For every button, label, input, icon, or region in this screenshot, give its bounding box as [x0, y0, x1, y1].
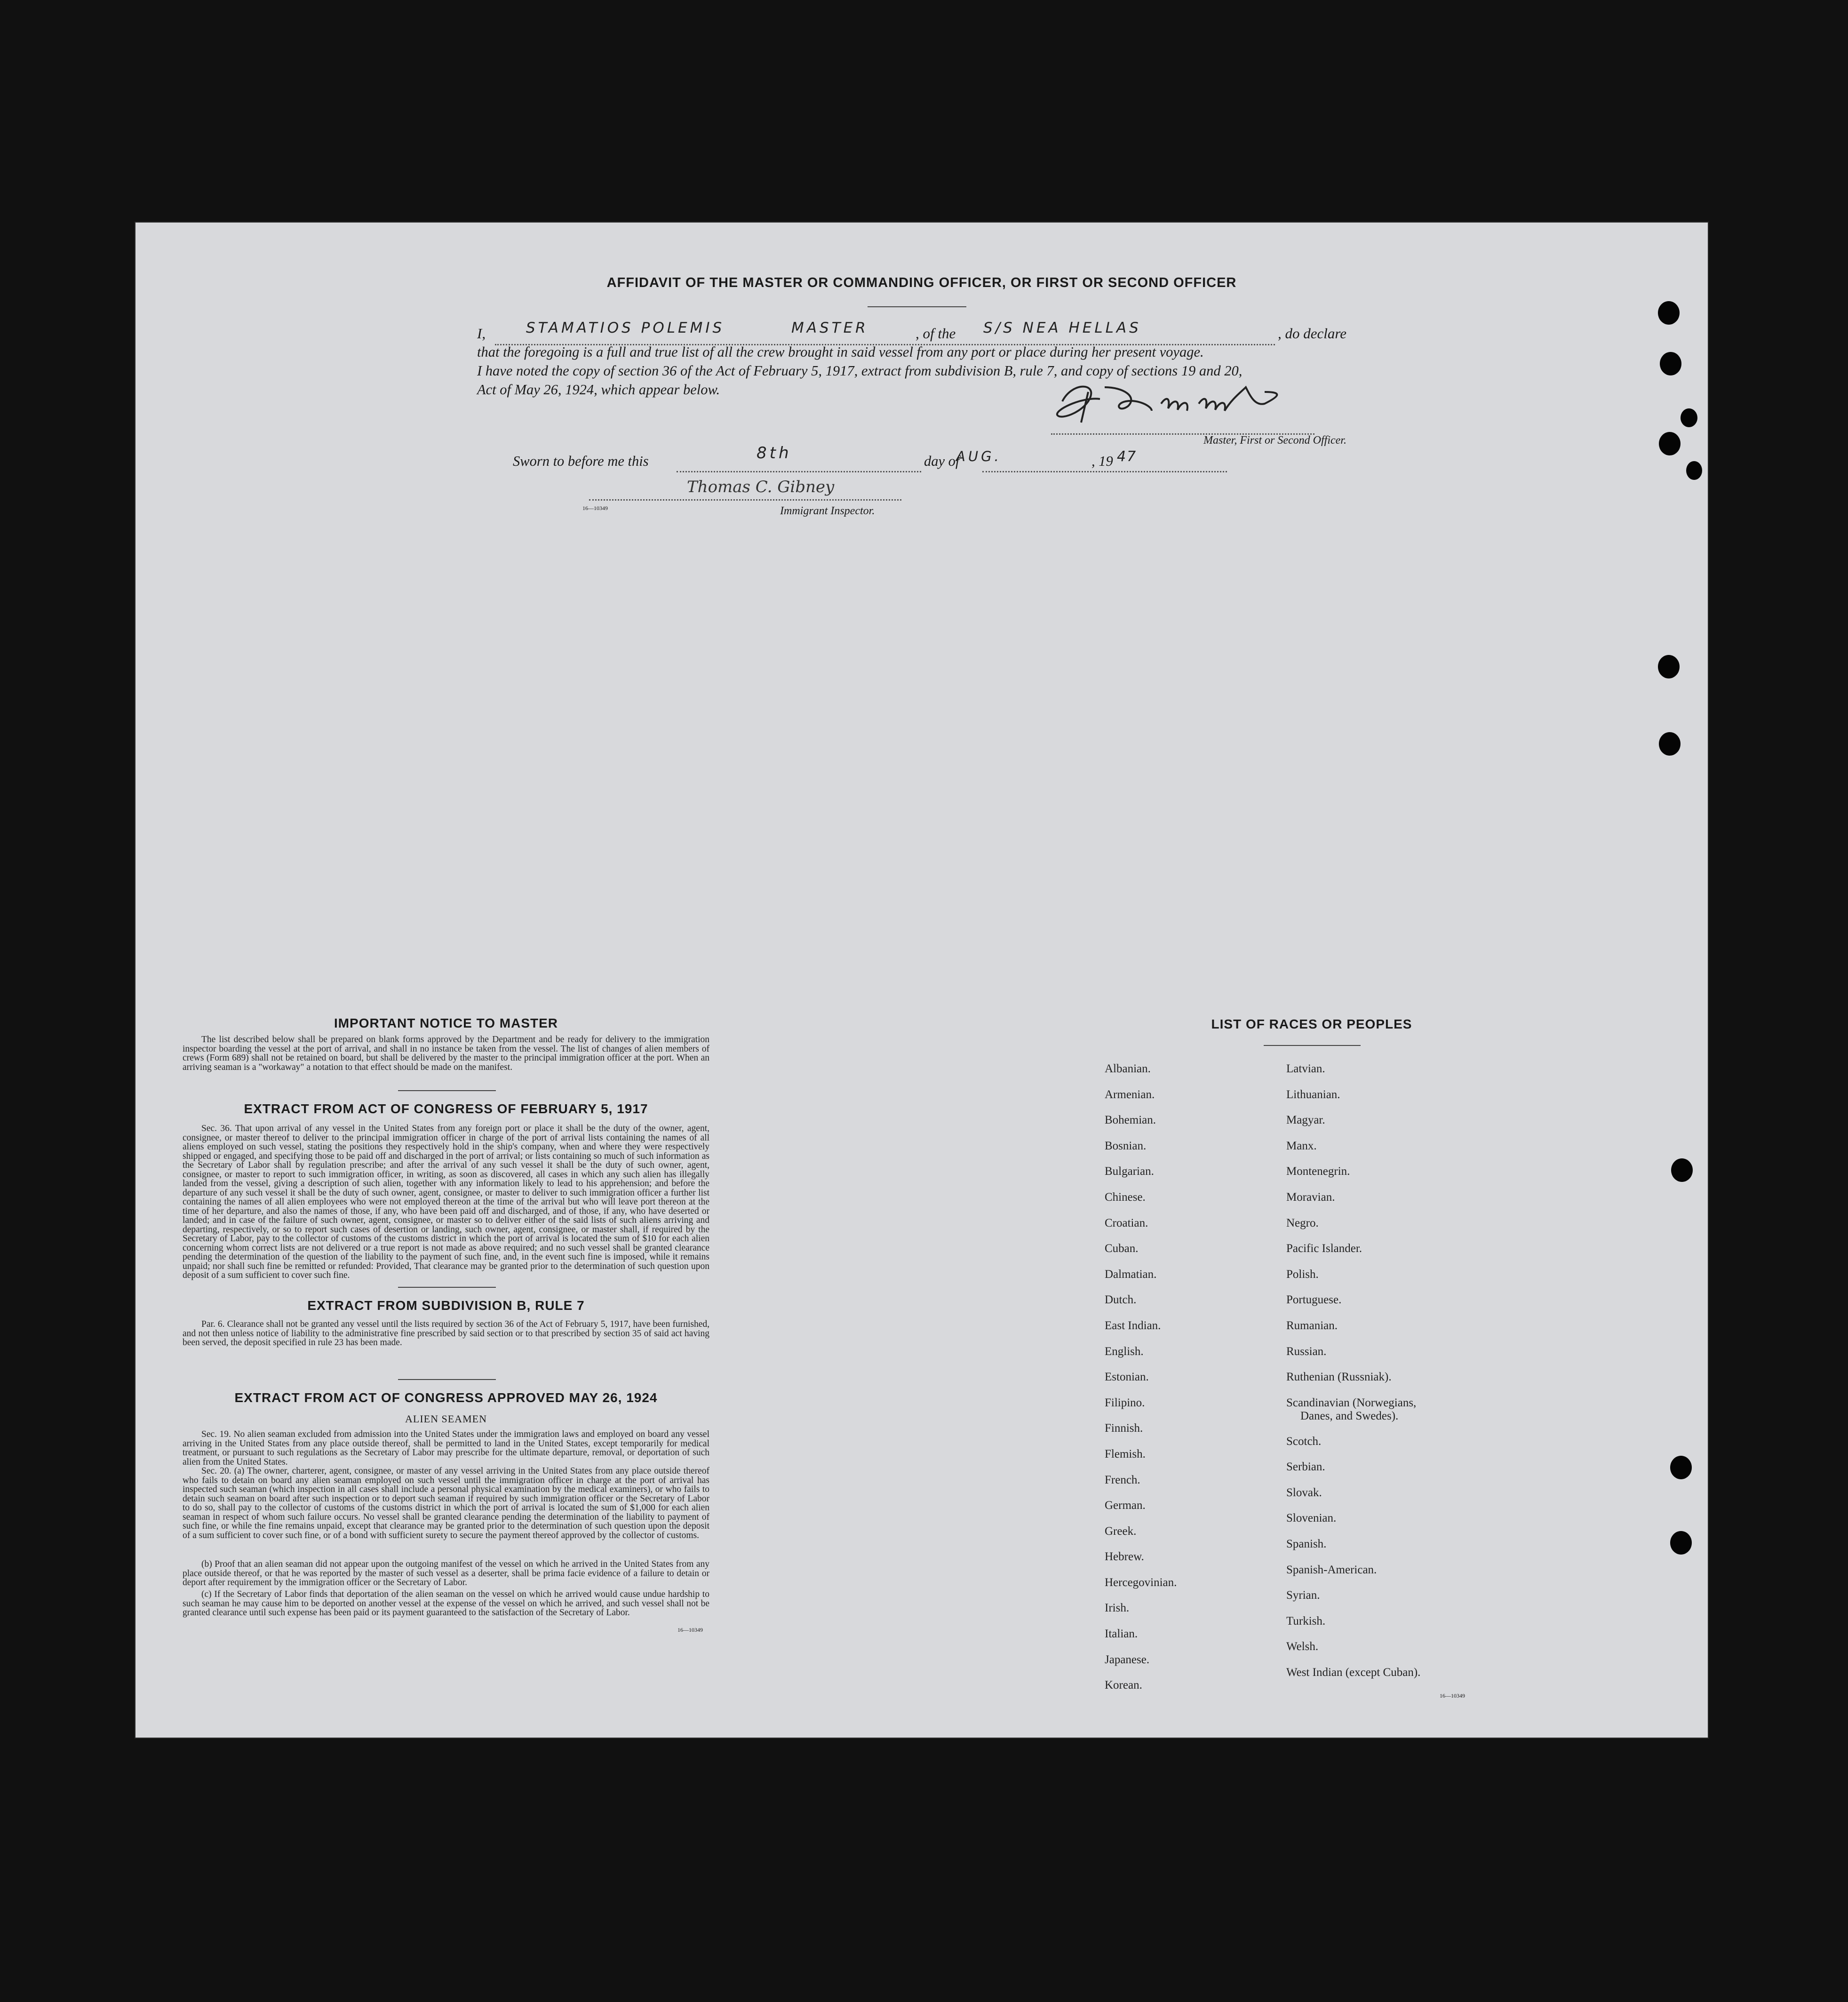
divider: [1264, 1045, 1361, 1046]
race-item: Bosnian.: [1105, 1139, 1147, 1152]
race-item: Bohemian.: [1105, 1114, 1156, 1127]
inspector-caption: Immigrant Inspector.: [780, 505, 875, 517]
sworn-day: 8th: [757, 444, 792, 463]
race-item: Danes, and Swedes).: [1300, 1409, 1399, 1422]
race-item: Slovenian.: [1286, 1512, 1337, 1525]
race-item: Spanish-American.: [1286, 1563, 1377, 1576]
punch-hole: [1659, 432, 1681, 455]
form-number-affidavit: 16—10349: [582, 505, 608, 511]
race-item: Pacific Islander.: [1286, 1242, 1362, 1255]
declare-label: , do declare: [1276, 325, 1346, 342]
race-item: Ruthenian (Russniak).: [1286, 1371, 1392, 1384]
affidavit-line-4: Act of May 26, 1924, which appear below.: [477, 382, 720, 398]
race-item: Welsh.: [1286, 1640, 1319, 1653]
signature-caption: Master, First or Second Officer.: [1203, 434, 1346, 447]
race-item: Portuguese.: [1286, 1293, 1342, 1307]
of-the-label: , of the: [913, 325, 958, 342]
punch-hole: [1659, 732, 1681, 756]
document-sheet: [135, 223, 1708, 1738]
race-item: West Indian (except Cuban).: [1286, 1666, 1421, 1679]
month-line: [982, 471, 1227, 472]
race-item: Cuban.: [1105, 1242, 1139, 1255]
sworn-month: AUG.: [956, 448, 1002, 464]
race-item: Korean.: [1105, 1679, 1142, 1692]
extract-rule7-title: EXTRACT FROM SUBDIVISION B, RULE 7: [307, 1298, 585, 1313]
race-item: Hebrew.: [1105, 1550, 1144, 1563]
race-item: Japanese.: [1105, 1653, 1150, 1666]
notice-title: IMPORTANT NOTICE TO MASTER: [334, 1016, 558, 1030]
race-item: Moravian.: [1286, 1190, 1335, 1204]
affidavit-line-3: I have noted the copy of section 36 of the Act of February 5, 1917, extract from subdivision B, rule 7, and copy of sections 19 and 20,: [477, 363, 1243, 379]
year-prefix: , 19: [1091, 453, 1113, 469]
punch-hole: [1658, 301, 1680, 325]
extract-1917-title: EXTRACT FROM ACT OF CONGRESS OF FEBRUARY 5, 1917: [244, 1101, 648, 1116]
race-item: Magyar.: [1286, 1114, 1325, 1127]
race-item-multiline: [1286, 1390, 1512, 1429]
race-item: Polish.: [1286, 1268, 1319, 1281]
race-item: Slovak.: [1286, 1486, 1322, 1499]
punch-hole: [1660, 352, 1681, 375]
race-item: Italian.: [1105, 1627, 1138, 1641]
punch-hole: [1658, 655, 1680, 678]
race-item: German.: [1105, 1499, 1146, 1512]
extract-rule7-text: Par. 6. Clearance shall not be granted any vessel until the lists required by section 36 of the Act of February 5, 1917, have been furnished, and not then unless notice of liability to the administrative fine prescribed by said section or to that prescribed by section 35 of said act having been served, the deposit specified in rule 23 has been made.: [183, 1319, 709, 1348]
divider: [398, 1287, 496, 1288]
affidavit-line-2: that the foregoing is a full and true list of all the crew brought in said vessel from any port or place during her present voyage.: [477, 344, 1204, 360]
day-line: [677, 471, 921, 472]
extract-1924-title: EXTRACT FROM ACT OF CONGRESS APPROVED MAY 26, 1924: [234, 1390, 658, 1405]
race-item: Finnish.: [1105, 1422, 1143, 1435]
master-name: STAMATIOS POLEMIS: [526, 319, 725, 336]
races-title: LIST OF RACES OR PEOPLES: [1211, 1017, 1412, 1031]
punch-hole: [1686, 461, 1702, 480]
race-item: Chinese.: [1105, 1190, 1146, 1204]
sec-20c-text: (c) If the Secretary of Labor finds that deportation of the alien seaman on the vessel on which he arrived would cause undue hardship to such seaman he may cause him to be deported on another vessel at the expense of the vessel on which he arrived, and such vessel shall not be granted clearance until such expense has been paid or its payment guaranteed to the satisfaction of the Secretary of Labor.: [183, 1589, 709, 1618]
race-item: Dutch.: [1105, 1293, 1137, 1307]
race-item: East Indian.: [1105, 1319, 1161, 1332]
race-item: Manx.: [1286, 1139, 1317, 1152]
race-item: Dalmatian.: [1105, 1268, 1157, 1281]
race-item: Greek.: [1105, 1524, 1137, 1538]
inspector-signature: Thomas C. Gibney: [687, 478, 835, 496]
punch-hole: [1681, 408, 1697, 427]
form-number-extract: 16—10349: [677, 1627, 703, 1633]
vessel-name: S/S NEA HELLAS: [983, 319, 1141, 336]
race-item: Irish.: [1105, 1602, 1130, 1615]
race-item: Estonian.: [1105, 1371, 1149, 1384]
day-of-label: day of: [924, 453, 960, 469]
divider: [868, 306, 966, 307]
race-item: English.: [1105, 1345, 1144, 1358]
divider: [398, 1090, 496, 1091]
race-item: Scotch.: [1286, 1435, 1322, 1448]
punch-hole: [1670, 1456, 1692, 1479]
i-label: I,: [477, 325, 486, 342]
race-item: Rumanian.: [1286, 1319, 1338, 1332]
race-item: Turkish.: [1286, 1614, 1326, 1627]
race-item: Scandinavian (Norwegians,: [1286, 1396, 1417, 1409]
sec-19-text: Sec. 19. No alien seaman excluded from admission into the United States under the immigration laws and employed on board any vessel arriving in the United States from any place outside thereof, shall be permitted to land in the United States, except temporarily for medical treatment, or pursuant to such regulations as the Secretary of Labor may prescribe for the ultimate departure, removal, or deportation of such alien from the United States.: [183, 1429, 709, 1467]
extract-1917-text: Sec. 36. That upon arrival of any vessel in the United States from any foreign port or place it shall be the duty of the owner, agent, consignee, or master thereof to deliver to the principal immigration officer in charge of the port of arrival lists containing the names of all aliens employed on such vessel, stating the positions they respectively hold in the ship's company, when and where they were respectively shipped or engaged, and specifying those to be paid off and discharged in the port of arrival; or lists containing so much of such information as the Secretary of Labor shall by regulation prescribe; and after the arrival of any such vessel it shall be the duty of such owner, agent, consignee, or master to report to such immigration officer, in writing, as soon as discovered, all cases in which any such alien has illegally landed from the vessel, giving a description of such alien, together with any information likely to lead to his apprehension; and before the departure of any such vessel it shall be the duty of such owner, agent, consignee, or master to deliver to such immigration officer a further list containing the names of all alien employees who were not employed thereon at the time of the arrival but who will leave port thereon at the time of her departure, and also the names of those, if any, who have been paid off and discharged, and of those, if any, who have deserted or landed; and in case of the failure of such owner, agent, consignee, or master so to deliver either of the said lists of such aliens arriving and departing, respectively, or so to report such cases of desertion or landing, such owner, agent, consignee, or master shall, if required by the Secretary of Labor, pay to the collector of customs of the customs district in which the port of arrival is located the sum of $10 for each alien concerning whom correct lists are not delivered or a true report is not made as above required; and no such vessel shall be granted clearance pending the determination of the question of the liability to the payment of such fine, and, in the event such fine is imposed, while it remains unpaid; nor shall such fine be remitted or refunded: Provided, That clearance may be granted prior to the determination of such question upon deposit of a sum sufficient to cover such fine.: [183, 1124, 709, 1280]
sec-20b-text: (b) Proof that an alien seaman did not appear upon the outgoing manifest of the vessel on which he arrived in the United States from any place outside thereof, or that he was reported by the master of such vessel as a deserter, shall be prima facie evidence of a failure to detain or deport after requirement by the immigration officer or the Secretary of Labor.: [183, 1559, 709, 1587]
form-number-races: 16—10349: [1440, 1692, 1465, 1699]
sworn-year: 47: [1117, 448, 1137, 465]
race-item: Albanian.: [1105, 1062, 1151, 1075]
extract-1924-subtitle: ALIEN SEAMEN: [405, 1413, 487, 1425]
race-item: Russian.: [1286, 1345, 1327, 1358]
inspector-line: [589, 499, 901, 501]
race-item: Serbian.: [1286, 1460, 1325, 1474]
races-right-column: [1286, 1056, 1512, 1686]
race-item: Bulgarian.: [1105, 1165, 1154, 1178]
race-item: Montenegrin.: [1286, 1165, 1350, 1178]
race-item: French.: [1105, 1473, 1140, 1486]
race-item: Croatian.: [1105, 1216, 1148, 1229]
race-item: Filipino.: [1105, 1396, 1145, 1409]
race-item: Lithuanian.: [1286, 1088, 1340, 1101]
race-item: Syrian.: [1286, 1589, 1320, 1602]
master-signature: [1043, 378, 1298, 434]
race-item: Latvian.: [1286, 1062, 1325, 1075]
sec-20a-text: Sec. 20. (a) The owner, charterer, agent, consignee, or master of any vessel arriving in the United States from any place outside thereof who fails to detain on board any alien seaman employed on such vessel until the immigration officer in charge at the port of arrival has inspected such seaman (which inspection in all cases shall include a personal physical examination by the medical examiners), or who fails to detain such seaman on board after such inspection or to deport such seaman if required by such immigration officer or the Secretary of Labor to do so, shall pay to the collector of customs of the customs district in which the port of arrival is located the sum of $1,000 for each alien seaman in respect of whom such failure occurs. No vessel shall be granted clearance pending the determination of the liability to payment of such fine, or while the fine remains unpaid, except that clearance may be granted prior to the determination of such question upon the deposit of a sum sufficient to cover such fine, or of a bond with sufficient surety to secure the payment thereof approved by the collector of customs.: [183, 1466, 709, 1540]
rank: MASTER: [791, 319, 868, 336]
sworn-label: Sworn to before me this: [513, 453, 649, 469]
race-item: Armenian.: [1105, 1088, 1155, 1101]
race-item: Spanish.: [1286, 1537, 1327, 1550]
races-left-column: [1105, 1056, 1255, 1699]
punch-hole: [1670, 1531, 1692, 1555]
race-item: Hercegovinian.: [1105, 1576, 1177, 1589]
divider: [398, 1379, 496, 1380]
punch-hole: [1671, 1158, 1693, 1182]
race-item: Negro.: [1286, 1216, 1319, 1229]
notice-text: The list described below shall be prepared on blank forms approved by the Department and be ready for delivery to the immigration inspector boarding the vessel at the port of arrival, and shall in no instance be taken from the vessel. The list of changes of alien members of crews (Form 689) shall not be retained on board, but shall be delivered by the master to the principal immigration officer at the port. When an arriving seaman is a "workaway" a notation to that effect should be made on the manifest.: [183, 1035, 709, 1072]
affidavit-title: AFFIDAVIT OF THE MASTER OR COMMANDING OFFICER, OR FIRST OR SECOND OFFICER: [606, 275, 1237, 290]
race-item: Flemish.: [1105, 1447, 1146, 1460]
